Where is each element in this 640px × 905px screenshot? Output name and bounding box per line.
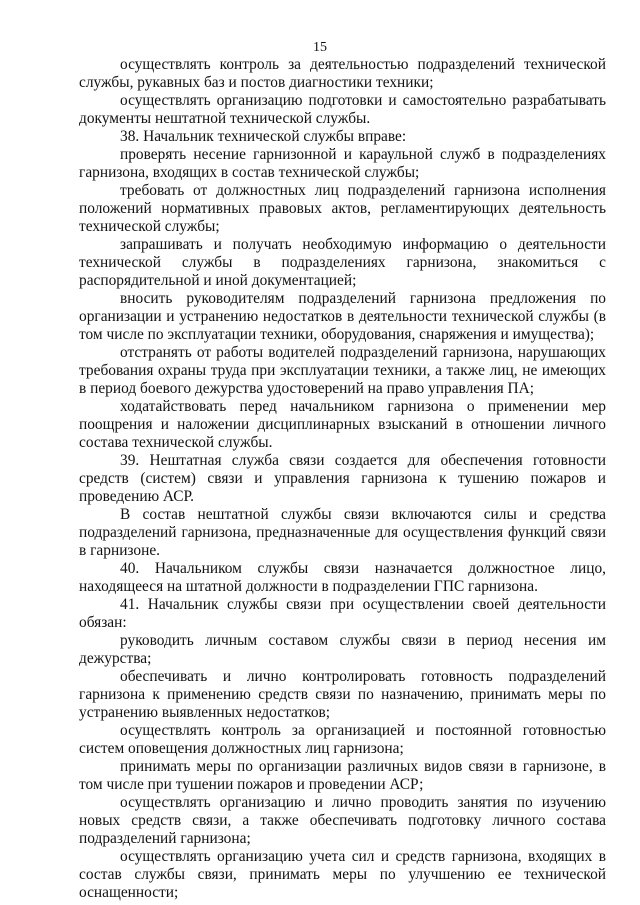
paragraph: принимать меры по организации различных видов связи в гарнизоне, в том числе при тушении пожаров и проведении АСР; <box>79 758 606 793</box>
paragraph: обеспечивать и лично контролировать готовность подразделений гарнизона к применению средств связи по назначению, принимать меры по устранению выявленных недостатков; <box>79 668 606 721</box>
paragraph-item-38: 38. Начальник технической службы вправе: <box>120 128 407 145</box>
document-body <box>79 56 606 902</box>
paragraph: вносить руководителям подразделений гарнизона предложения по организации и устранению недостатков в деятельности технической службы (в том числе по эксплуатации техники, оборудования, снаряжения и имущества); <box>79 290 606 343</box>
paragraph: осуществлять организацию подготовки и самостоятельно разрабатывать документы нештатной технической службы. <box>79 92 606 127</box>
paragraph: осуществлять контроль за организацией и постоянной готовностью систем оповещения должностных лиц гарнизона; <box>79 722 606 757</box>
paragraph-item-41: 41. Начальник службы связи при осуществлении своей деятельности обязан: <box>79 596 606 631</box>
paragraph: осуществлять организацию учета сил и средств гарнизона, входящих в состав службы связи, принимать меры по улучшению ее технической оснащенности; <box>79 848 606 901</box>
paragraph: осуществлять контроль за деятельностью подразделений технической службы, рукавных баз и постов диагностики техники; <box>79 56 606 91</box>
paragraph: ходатайствовать перед начальником гарнизона о применении мер поощрения и наложении дисциплинарных взысканий в отношении личного состава технической службы. <box>79 398 606 451</box>
paragraph: проверять несение гарнизонной и караульной служб в подразделениях гарнизона, входящих в состав технической службы; <box>79 146 606 181</box>
paragraph: осуществлять организацию и лично проводить занятия по изучению новых средств связи, а также обеспечивать подготовку личного состава подразделений гарнизона; <box>79 794 606 847</box>
paragraph: руководить личным составом службы связи в период несения им дежурства; <box>79 632 606 667</box>
paragraph: В состав нештатной службы связи включаются силы и средства подразделений гарнизона, предназначенные для осуществления функций связи в гарнизоне. <box>79 506 606 559</box>
paragraph: требовать от должностных лиц подразделений гарнизона исполнения положений нормативных правовых актов, регламентирующих деятельность технической службы; <box>79 182 606 235</box>
paragraph: запрашивать и получать необходимую информацию о деятельности технической службы в подразделениях гарнизона, знакомиться с распорядительной и иной документацией; <box>79 236 606 289</box>
paragraph: отстранять от работы водителей подразделений гарнизона, нарушающих требования охраны труда при эксплуатации техники, а также лиц, не имеющих в период боевого дежурства удостоверений на право управления ПА; <box>79 344 606 397</box>
paragraph-item-40: 40. Начальником службы связи назначается должностное лицо, находящееся на штатной должности в подразделении ГПС гарнизона. <box>79 560 606 595</box>
paragraph-item-39: 39. Нештатная служба связи создается для обеспечения готовности средств (систем) связи и управления гарнизона к тушению пожаров и проведению АСР. <box>79 452 606 505</box>
page-number: 15 <box>313 40 327 55</box>
